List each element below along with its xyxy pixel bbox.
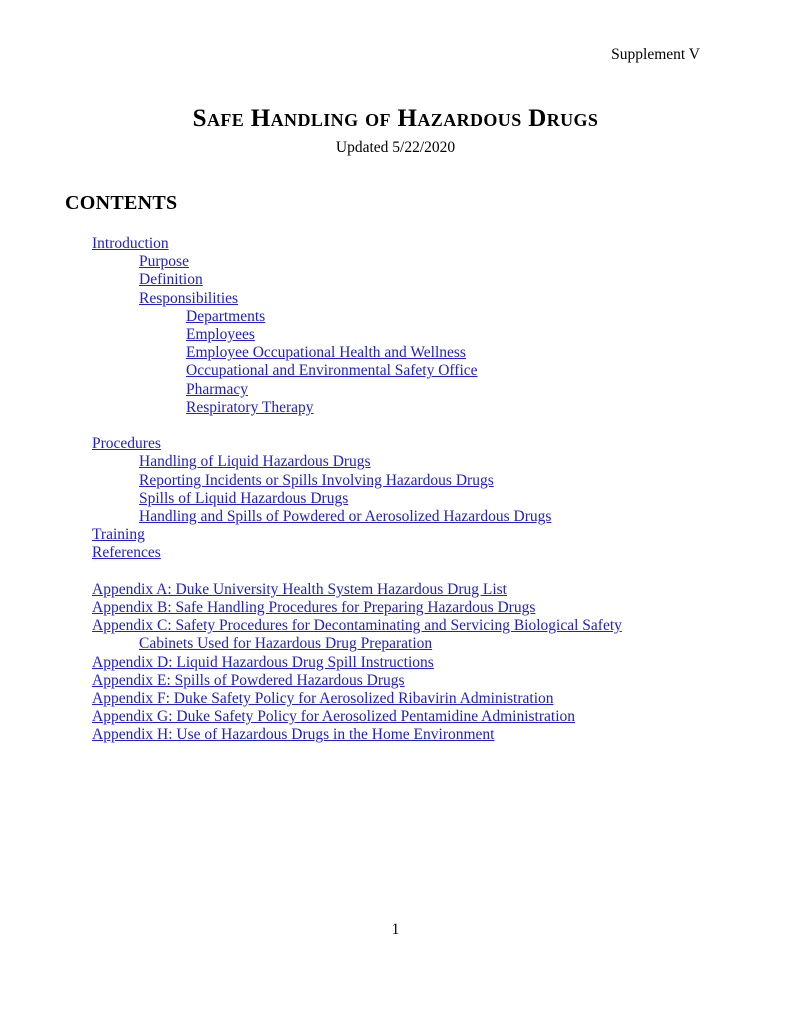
updated-date: Updated 5/22/2020 [335, 139, 456, 156]
toc-group [92, 435, 731, 562]
toc-line [92, 508, 731, 526]
toc-line [92, 344, 731, 362]
toc-line [92, 271, 731, 289]
toc-link[interactable]: Introduction [92, 235, 169, 252]
toc-line [92, 362, 731, 380]
toc-link[interactable]: Employees [186, 326, 255, 344]
page-number: 1 [391, 921, 400, 938]
toc-line [92, 726, 731, 744]
toc-link[interactable]: Cabinets Used for Hazardous Drug Preparation [139, 635, 433, 653]
toc-link[interactable]: Handling of Liquid Hazardous Drugs [139, 453, 371, 471]
toc-line [92, 235, 731, 253]
toc-link[interactable]: Handling and Spills of Powdered or Aerosolized Hazardous Drugs [139, 508, 552, 526]
toc-line [92, 581, 731, 599]
toc-link[interactable]: Appendix D: Liquid Hazardous Drug Spill Instructions [92, 653, 434, 671]
toc-link[interactable]: Purpose [139, 253, 189, 271]
toc-line [92, 326, 731, 344]
toc-link[interactable]: Appendix C: Safety Procedures for Decontaminating and Servicing Biological Safety [92, 617, 622, 635]
toc-line [92, 453, 731, 471]
toc-link[interactable]: Occupational and Environmental Safety Office [186, 362, 478, 380]
toc-group [92, 581, 731, 745]
toc-link[interactable]: Appendix A: Duke University Health System Hazardous Drug List [92, 580, 507, 598]
toc-line [92, 635, 731, 653]
page-title: Safe Handling of Hazardous Drugs [192, 105, 599, 132]
toc-link[interactable]: Respiratory Therapy [186, 398, 314, 416]
toc-line [92, 690, 731, 708]
toc-link[interactable]: Procedures [92, 435, 161, 453]
contents-heading: CONTENTS [65, 192, 178, 214]
toc-link[interactable]: Employee Occupational Health and Wellness [186, 344, 466, 362]
toc-line [92, 290, 731, 308]
toc-line [92, 617, 731, 635]
toc-line [92, 308, 731, 326]
toc-link[interactable]: Appendix B: Safe Handling Procedures for Preparing Hazardous Drugs [92, 599, 536, 617]
toc-line [92, 544, 731, 562]
toc-line [92, 526, 731, 544]
toc [92, 235, 731, 745]
toc-link[interactable]: Definition [139, 271, 203, 289]
title-block [0, 105, 791, 157]
toc-line [92, 672, 731, 690]
toc-group [92, 235, 731, 417]
toc-link[interactable]: Appendix E: Spills of Powdered Hazardous Drugs [92, 671, 405, 689]
toc-line [92, 654, 731, 672]
toc-line [92, 708, 731, 726]
supplement-label: Supplement V [611, 46, 700, 63]
toc-link[interactable]: Responsibilities [139, 289, 239, 307]
toc-link[interactable]: Pharmacy [186, 380, 248, 398]
toc-link[interactable]: Departments [186, 307, 266, 325]
toc-link[interactable]: Appendix F: Duke Safety Policy for Aerosolized Ribavirin Administration [92, 690, 554, 708]
toc-line [92, 599, 731, 617]
toc-line [92, 435, 731, 453]
toc-line [92, 490, 731, 508]
toc-line [92, 472, 731, 490]
toc-link[interactable]: References [92, 544, 161, 562]
toc-link[interactable]: Reporting Incidents or Spills Involving Hazardous Drugs [139, 471, 494, 489]
toc-line [92, 399, 731, 417]
toc-link[interactable]: Appendix H: Use of Hazardous Drugs in the Home Environment [92, 726, 495, 744]
toc-link[interactable]: Training [92, 526, 145, 544]
toc-line [92, 253, 731, 271]
toc-link[interactable]: Appendix G: Duke Safety Policy for Aerosolized Pentamidine Administration [92, 708, 576, 726]
toc-link[interactable]: Spills of Liquid Hazardous Drugs [139, 489, 349, 507]
toc-line [92, 381, 731, 399]
